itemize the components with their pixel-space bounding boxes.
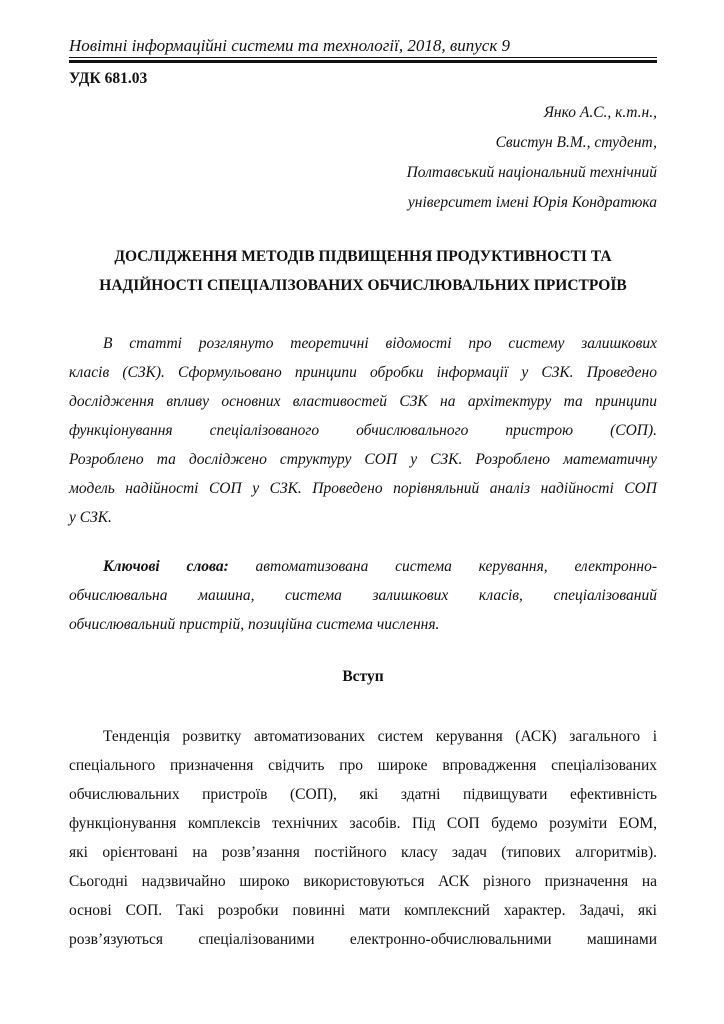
body-line: розв’язуються спеціалізованими електронно-обчислювальними машинами: [69, 931, 657, 948]
udc-code: УДК 681.03: [69, 70, 148, 87]
keywords-label: Ключові слова:: [103, 558, 229, 575]
keywords-line: [69, 552, 657, 581]
header-rule-thin: [69, 57, 657, 58]
abstract-line: дослідження впливу основних властивостей СЗК на архітектуру та принципи: [69, 393, 657, 410]
abstract-line: Розроблено та досліджено структуру СОП у СЗК. Розроблено математичну: [69, 451, 657, 468]
abstract: [69, 329, 657, 532]
abstract-line: В статті розглянуто теоретичні відомості про систему залишкових: [103, 335, 657, 352]
affiliation-line: університет імені Юрія Кондратюка: [407, 194, 657, 211]
body-line: функціонування комплексів технічних засобів. Під СОП будемо розуміти ЕОМ,: [69, 815, 657, 832]
journal-header: Новітні інформаційні системи та технології, 2018, випуск 9: [69, 36, 511, 55]
keywords-line: обчислювальний пристрій, позиційна система числення.: [69, 616, 440, 633]
abstract-line: у СЗК.: [69, 509, 112, 526]
author-line: Свистун В.М., студент,: [495, 134, 657, 151]
title-line: НАДІЙНОСТІ СПЕЦІАЛІЗОВАНИХ ОБЧИСЛЮВАЛЬНИХ ПРИСТРОЇВ: [99, 277, 627, 294]
keywords-text: автоматизована система керування, електронно-: [228, 558, 657, 575]
affiliation-line: Полтавський національний технічний: [406, 164, 657, 181]
body-line: які орієнтовані на розв’язання постійного класу задач (типових алгоритмів).: [69, 844, 657, 861]
keywords: [69, 552, 657, 639]
author-line: Янко А.С., к.т.н.,: [543, 104, 657, 121]
body-line: спеціального призначення свідчить про широке впровадження спеціалізованих: [69, 757, 657, 774]
abstract-line: функціонування спеціалізованого обчислювального пристрою (СОП).: [69, 422, 657, 439]
author-block: [237, 103, 657, 223]
header-rule-thick: [69, 60, 657, 63]
body-line: Сьогодні надзвичайно широко використовуються АСК різного призначення на: [69, 873, 657, 890]
body-line: обчислювальних пристроїв (СОП), які здатні підвищувати ефективність: [69, 786, 657, 803]
section-heading: Вступ: [342, 668, 384, 685]
abstract-line: класів (СЗК). Сформульовано принципи обробки інформації у СЗК. Проведено: [69, 364, 657, 381]
body-line: основі СОП. Такі розробки повинні мати комплексний характер. Задачі, які: [69, 902, 657, 919]
keywords-line: обчислювальна машина, система залишкових класів, спеціалізований: [69, 587, 657, 604]
abstract-line: модель надійності СОП у СЗК. Проведено порівняльний аналіз надійності СОП: [69, 480, 657, 497]
body-paragraph: [69, 722, 657, 954]
paper-title: [69, 242, 657, 300]
title-line: ДОСЛІДЖЕННЯ МЕТОДІВ ПІДВИЩЕННЯ ПРОДУКТИВНОСТІ ТА: [114, 248, 612, 265]
body-line: Тенденція розвитку автоматизованих систем керування (АСК) загального і: [103, 728, 657, 745]
